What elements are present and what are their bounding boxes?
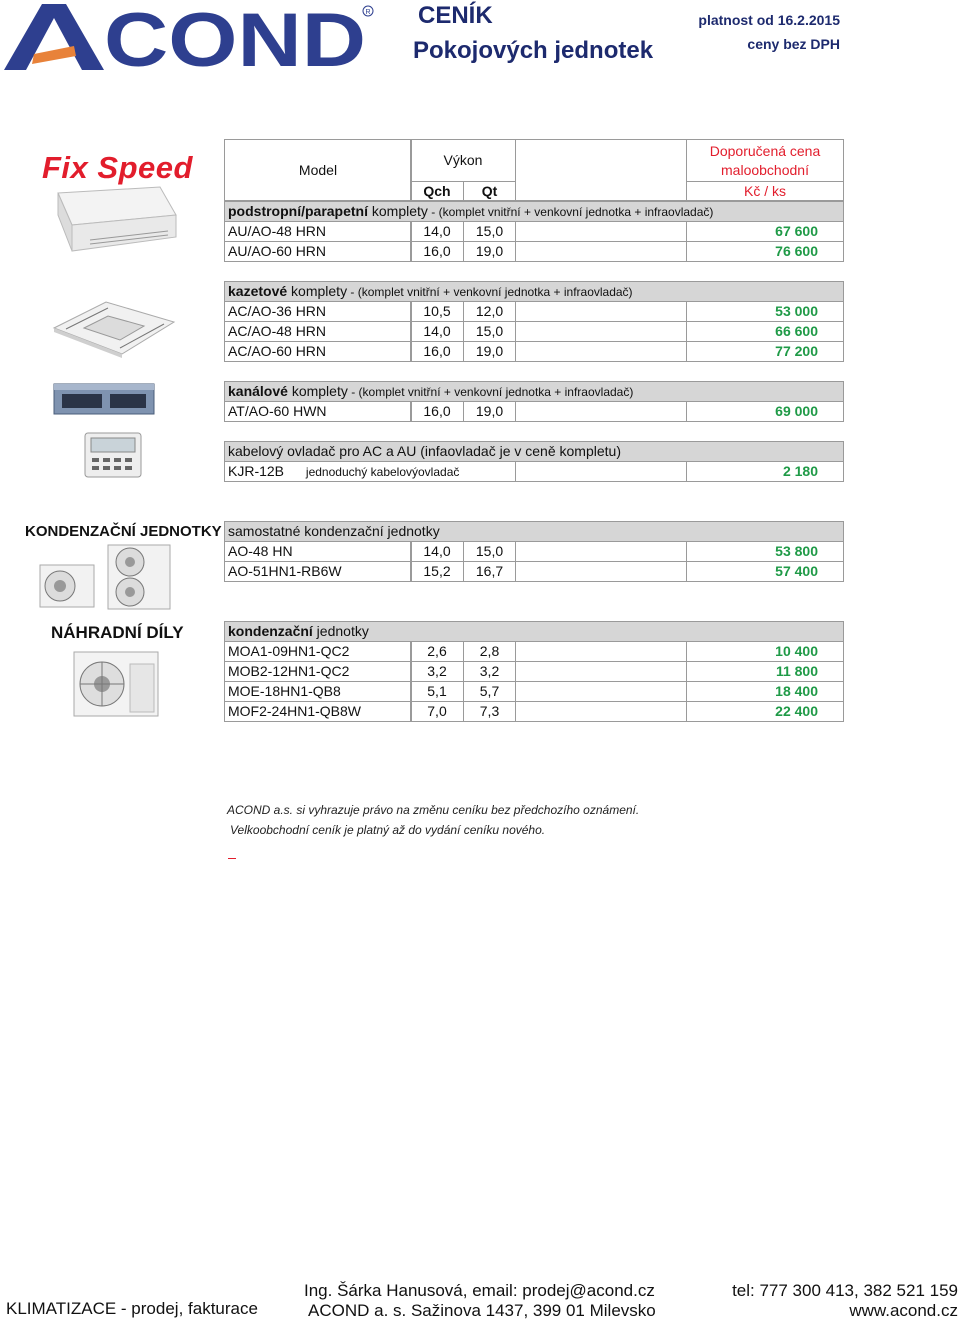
- svg-text:R: R: [365, 9, 371, 16]
- svg-text:COND: COND: [104, 2, 366, 72]
- validity-note: Velkoobchodní ceník je platný až do vydání ceníku nového.: [230, 823, 546, 837]
- table-row-qch: 14,0: [410, 221, 464, 242]
- table-row-qch: 15,2: [410, 561, 464, 582]
- wired-controller-image: [84, 432, 142, 478]
- table-row-price: 2 180: [686, 461, 844, 482]
- col-header-power: Výkon: [410, 139, 516, 182]
- table-row-model: AO-51HN1-RB6W: [224, 561, 412, 582]
- red-dash: [228, 858, 236, 859]
- section-title-bold: podstropní/parapetní: [228, 203, 368, 219]
- section-title: samostatné kondenzační jednotky: [228, 523, 440, 539]
- table-row-qt: 12,0: [463, 301, 516, 322]
- table-row-qch: 16,0: [410, 401, 464, 422]
- section-note: - (komplet vnitřní + venkovní jednotka + infraovladač): [347, 385, 634, 399]
- footer-website: www.acond.cz: [849, 1301, 958, 1320]
- condensing-units-side-label: KONDENZAČNÍ JEDNOTKY: [25, 523, 222, 540]
- table-row-model: AC/AO-48 HRN: [224, 321, 412, 342]
- section-header-controller: kabelový ovladač pro AC a AU (infaovladač je v ceně kompletu): [224, 441, 844, 462]
- doc-subtitle: Pokojových jednotek: [413, 37, 654, 64]
- table-row-qch: 7,0: [410, 701, 464, 722]
- disclaimer-note: ACOND a.s. si vyhrazuje právo na změnu ceníku bez předchozího oznámení.: [227, 803, 640, 817]
- table-row-desc: jednoduchý kabelovýovladač: [305, 465, 460, 479]
- col-header-currency: Kč / ks: [686, 181, 844, 201]
- table-row-qt: 15,0: [463, 541, 516, 562]
- footer-phone: tel: 777 300 413, 382 521 159: [732, 1281, 958, 1300]
- outdoor-units-image: [38, 543, 173, 613]
- col-header-price-line1: Doporučená cena: [709, 143, 821, 159]
- table-row-price: 53 800: [686, 541, 844, 562]
- table-row-qch: 14,0: [410, 541, 464, 562]
- table-row-blank: [515, 321, 687, 342]
- section-title-bold: kazetové: [228, 283, 288, 299]
- table-row-model: AT/AO-60 HWN: [224, 401, 412, 422]
- validity-date: platnost od 16.2.2015: [698, 12, 840, 28]
- section-title: komplety: [287, 383, 348, 399]
- col-header-price-line2: maloobchodní: [721, 162, 809, 178]
- table-row-blank: [515, 301, 687, 322]
- table-row-qch: 3,2: [410, 661, 464, 682]
- section-title: komplety: [368, 203, 428, 219]
- table-row-model: MOF2-24HN1-QB8W: [224, 701, 412, 722]
- table-row-qch: 10,5: [410, 301, 464, 322]
- table-row-price: 53 000: [686, 301, 844, 322]
- section-header-duct: [224, 381, 844, 402]
- table-row-blank: [515, 461, 687, 482]
- section-header-ceiling: [224, 201, 844, 222]
- table-row-qch: 16,0: [410, 341, 464, 362]
- col-header-qt: Qt: [463, 181, 516, 201]
- footer-address: ACOND a. s. Sažinova 1437, 399 01 Milevsko: [308, 1301, 656, 1320]
- table-row-qt: 15,0: [463, 321, 516, 342]
- table-row-blank: [515, 541, 687, 562]
- table-row-blank: [515, 641, 687, 662]
- duct-unit-image: [50, 380, 160, 420]
- doc-title: CENÍK: [418, 2, 493, 29]
- section-header-standalone-condensing: [224, 521, 844, 542]
- table-row-blank: [515, 681, 687, 702]
- section-title-bold: kanálové: [228, 383, 288, 399]
- col-header-model: Model: [224, 139, 412, 201]
- table-row-qt: 16,7: [463, 561, 516, 582]
- table-row-qt: 19,0: [463, 401, 516, 422]
- table-row-price: 77 200: [686, 341, 844, 362]
- table-row-blank: [515, 561, 687, 582]
- table-row-qt: 19,0: [463, 341, 516, 362]
- table-row-price: 18 400: [686, 681, 844, 702]
- table-row-blank: [515, 661, 687, 682]
- table-row-qt: 15,0: [463, 221, 516, 242]
- table-row-qt: 7,3: [463, 701, 516, 722]
- spare-parts-side-label: NÁHRADNÍ DÍLY: [51, 623, 184, 642]
- table-row-model: AC/AO-36 HRN: [224, 301, 412, 322]
- table-row-qch: 2,6: [410, 641, 464, 662]
- table-row-qch: 16,0: [410, 241, 464, 262]
- footer-contact: Ing. Šárka Hanusová, email: prodej@acond.cz: [304, 1281, 655, 1300]
- table-row-qt: 3,2: [463, 661, 516, 682]
- table-row-model: KJR-12B: [228, 463, 285, 479]
- table-row-price: 66 600: [686, 321, 844, 342]
- table-row-controller: [224, 461, 516, 482]
- table-row-price: 57 400: [686, 561, 844, 582]
- table-row-qt: 5,7: [463, 681, 516, 702]
- acond-logo: [4, 2, 374, 72]
- table-row-model: MOE-18HN1-QB8: [224, 681, 412, 702]
- section-title-bold: kondenzační: [228, 623, 313, 639]
- table-row-model: MOB2-12HN1-QC2: [224, 661, 412, 682]
- table-row-price: 67 600: [686, 221, 844, 242]
- ceiling-unit-image: [50, 185, 180, 255]
- table-row-model: AO-48 HN: [224, 541, 412, 562]
- cassette-unit-image: [44, 298, 179, 358]
- table-row-model: AU/AO-60 HRN: [224, 241, 412, 262]
- table-row-blank: [515, 241, 687, 262]
- table-row-blank: [515, 221, 687, 242]
- vat-note: ceny bez DPH: [747, 36, 840, 52]
- table-row-price: 11 800: [686, 661, 844, 682]
- section-title: komplety: [287, 283, 348, 299]
- table-row-model: AU/AO-48 HRN: [224, 221, 412, 242]
- section-note: - (komplet vnitřní + venkovní jednotka + infraovladač): [427, 205, 714, 219]
- table-row-qch: 5,1: [410, 681, 464, 702]
- table-row-qt: 2,8: [463, 641, 516, 662]
- section-header-cassette: [224, 281, 844, 302]
- condensing-unit-image: [72, 650, 160, 720]
- footer-department: KLIMATIZACE - prodej, fakturace: [6, 1299, 258, 1318]
- table-row-price: 10 400: [686, 641, 844, 662]
- table-row-model: AC/AO-60 HRN: [224, 341, 412, 362]
- table-row-price: 69 000: [686, 401, 844, 422]
- col-header-blank: [515, 139, 687, 201]
- section-title: jednotky: [312, 623, 369, 639]
- section-note: - (komplet vnitřní + venkovní jednotka + infraovladač): [347, 285, 633, 299]
- table-row-blank: [515, 341, 687, 362]
- table-row-price: 22 400: [686, 701, 844, 722]
- col-header-price: [686, 139, 844, 182]
- section-header-condensing: [224, 621, 844, 642]
- table-row-qt: 19,0: [463, 241, 516, 262]
- table-row-model: MOA1-09HN1-QC2: [224, 641, 412, 662]
- table-row-qch: 14,0: [410, 321, 464, 342]
- table-row-blank: [515, 401, 687, 422]
- table-row-price: 76 600: [686, 241, 844, 262]
- col-header-qch: Qch: [410, 181, 464, 201]
- table-row-blank: [515, 701, 687, 722]
- fix-speed-label: Fix Speed: [42, 150, 193, 185]
